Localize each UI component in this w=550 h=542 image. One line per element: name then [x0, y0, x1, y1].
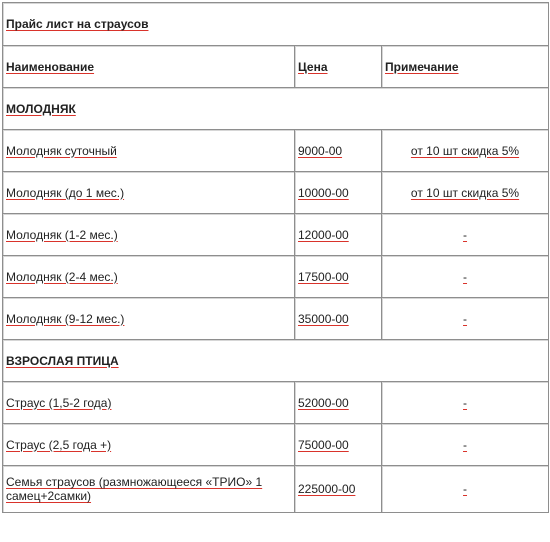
item-note-cell: [382, 256, 549, 298]
item-price-cell: [295, 298, 382, 340]
item-note-cell: [382, 382, 549, 424]
item-name-link[interactable]: Молодняк суточный: [6, 143, 117, 158]
item-name-cell: [3, 382, 295, 424]
item-price: 12000-00: [298, 227, 349, 242]
item-price: 52000-00: [298, 395, 349, 410]
item-price: 75000-00: [298, 437, 349, 452]
item-note: -: [463, 437, 468, 452]
item-price-cell: [295, 466, 382, 513]
item-note-cell: [382, 298, 549, 340]
header-price: [295, 46, 382, 88]
item-note: -: [463, 482, 468, 496]
item-name-cell: [3, 214, 295, 256]
item-name-link[interactable]: Молодняк (2-4 мес.): [6, 269, 118, 284]
header-note-text: Примечание: [385, 59, 459, 74]
item-note: -: [463, 395, 468, 410]
item-price: 225000-00: [298, 482, 356, 496]
item-name-cell: [3, 172, 295, 214]
header-row: [3, 46, 549, 88]
header-name: [3, 46, 295, 88]
item-price-cell: [295, 214, 382, 256]
section-label-text: ВЗРОСЛАЯ ПТИЦА: [6, 353, 119, 368]
table-row: [3, 214, 549, 256]
item-price-cell: [295, 130, 382, 172]
title-row: [3, 3, 549, 46]
item-name-link[interactable]: Семья страусов (размножающееся «ТРИО» 1 самец+2самки): [6, 475, 263, 503]
item-price: 9000-00: [298, 143, 343, 158]
table-row: [3, 172, 549, 214]
table-row: [3, 130, 549, 172]
header-note: [382, 46, 549, 88]
section-label-adult: [3, 340, 549, 382]
item-name-link[interactable]: Молодняк (1-2 мес.): [6, 227, 118, 242]
item-note: от 10 шт скидка 5%: [410, 185, 520, 200]
item-price-cell: [295, 172, 382, 214]
table-row: [3, 298, 549, 340]
item-note-cell: [382, 466, 549, 513]
item-name-link[interactable]: Страус (2,5 года +): [6, 437, 112, 452]
header-name-text: Наименование: [6, 59, 95, 74]
item-note-cell: [382, 424, 549, 466]
item-price: 17500-00: [298, 269, 349, 284]
item-price-cell: [295, 382, 382, 424]
table-row: [3, 382, 549, 424]
item-name-cell: [3, 130, 295, 172]
section-label-text: МОЛОДНЯК: [6, 101, 76, 116]
item-note-cell: [382, 172, 549, 214]
item-name-cell: [3, 256, 295, 298]
table-row: [3, 424, 549, 466]
item-note: -: [463, 311, 468, 326]
item-note: -: [463, 227, 468, 242]
item-name-cell: [3, 424, 295, 466]
price-list-title: [3, 3, 549, 46]
item-name-cell: [3, 298, 295, 340]
section-label-young: [3, 88, 549, 130]
item-note: -: [463, 269, 468, 284]
item-price-cell: [295, 424, 382, 466]
header-price-text: Цена: [298, 59, 328, 74]
item-note-cell: [382, 214, 549, 256]
item-name-link[interactable]: Молодняк (до 1 мес.): [6, 185, 125, 200]
item-note-cell: [382, 130, 549, 172]
item-price: 10000-00: [298, 185, 349, 200]
item-note: от 10 шт скидка 5%: [410, 143, 520, 158]
price-table: [2, 2, 549, 513]
table-row: [3, 466, 549, 513]
item-name-cell: [3, 466, 295, 513]
item-name-link[interactable]: Молодняк (9-12 мес.): [6, 311, 125, 326]
price-list-title-text: Прайс лист на страусов: [6, 17, 149, 31]
item-price: 35000-00: [298, 311, 349, 326]
section-row-young: [3, 88, 549, 130]
section-row-adult: [3, 340, 549, 382]
item-name-link[interactable]: Страус (1,5-2 года): [6, 395, 112, 410]
table-row: [3, 256, 549, 298]
item-price-cell: [295, 256, 382, 298]
